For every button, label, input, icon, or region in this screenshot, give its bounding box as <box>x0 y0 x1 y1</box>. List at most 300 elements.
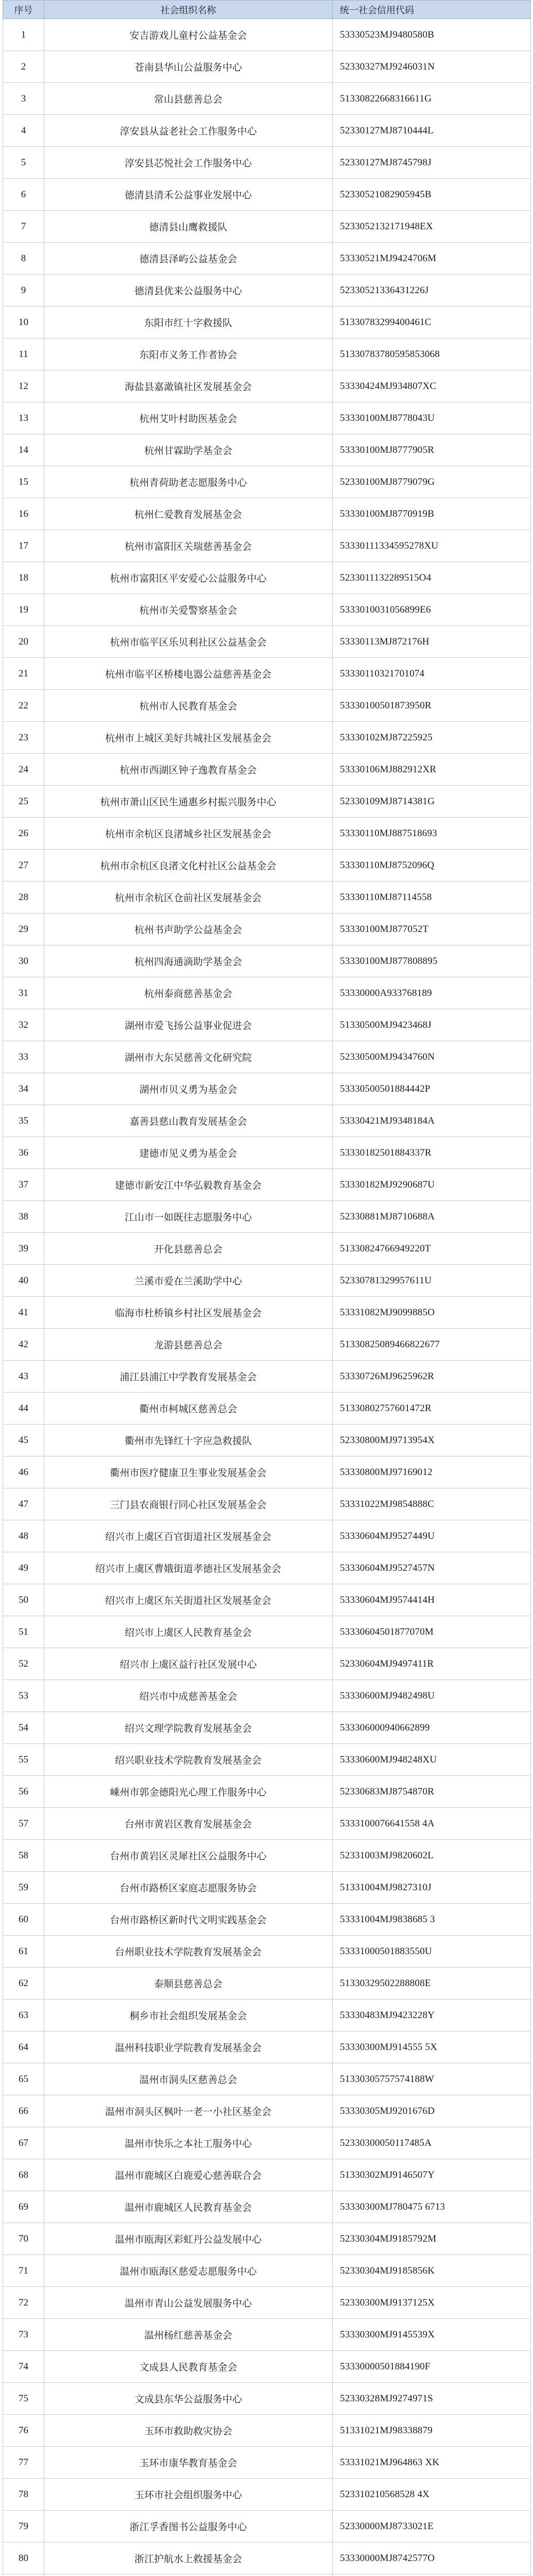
table-row <box>3 1425 531 1456</box>
credit-code-cell: 5333010031056899E6 <box>333 594 531 626</box>
org-name-cell: 江山市一如既往志愿服务中心 <box>44 1201 333 1233</box>
row-index: 63 <box>3 1999 44 2031</box>
row-index: 78 <box>3 2479 44 2511</box>
row-index: 58 <box>3 1840 44 1872</box>
row-index: 8 <box>3 243 44 275</box>
row-index: 61 <box>3 1936 44 1968</box>
credit-code-cell: 53330113MJ872176H <box>333 626 531 658</box>
row-index: 3 <box>3 83 44 115</box>
table-row <box>3 1999 531 2031</box>
table-row <box>3 1872 531 1904</box>
table-row <box>3 562 531 594</box>
row-index: 18 <box>3 562 44 594</box>
row-index: 32 <box>3 1009 44 1041</box>
table-row <box>3 83 531 115</box>
row-index: 20 <box>3 626 44 658</box>
row-index: 59 <box>3 1872 44 1904</box>
credit-code-cell: 52330500MJ9434760N <box>333 1041 531 1073</box>
table-row <box>3 1297 531 1329</box>
credit-code-cell: 51330500MJ9423468J <box>333 1009 531 1041</box>
org-name-cell: 杭州市人民教育基金会 <box>44 690 333 722</box>
org-name-cell: 德清县山鹰救援队 <box>44 211 333 243</box>
table-row <box>3 1329 531 1361</box>
table-row <box>3 370 531 402</box>
table-row <box>3 2383 531 2415</box>
table-row <box>3 1105 531 1137</box>
org-name-cell: 湖州市爱飞扬公益事业促进会 <box>44 1009 333 1041</box>
credit-code-cell: 53330100MJ8778043U <box>333 402 531 434</box>
row-index: 74 <box>3 2351 44 2383</box>
credit-code-cell: 53330726MJ9625962R <box>333 1361 531 1393</box>
row-index: 80 <box>3 2543 44 2574</box>
credit-code-cell: 51330305757574188W <box>333 2063 531 2095</box>
table-body <box>3 19 531 2576</box>
table-row <box>3 1488 531 1520</box>
credit-code-cell: 53330100MJ8777905R <box>333 434 531 466</box>
org-name-cell: 绍兴市上虞区益行社区发展中心 <box>44 1648 333 1680</box>
row-index: 57 <box>3 1808 44 1840</box>
credit-code-cell: 53330421MJ9348184A <box>333 1105 531 1137</box>
row-index: 44 <box>3 1393 44 1425</box>
table-row <box>3 211 531 243</box>
table-row <box>3 498 531 530</box>
credit-code-cell: 53330000501884190F <box>333 2351 531 2383</box>
org-name-cell: 德清县泽屿公益基金会 <box>44 243 333 275</box>
credit-code-cell: 53330604MJ9527449U <box>333 1520 531 1552</box>
row-index: 10 <box>3 307 44 338</box>
credit-code-cell: 53330110MJ8752096Q <box>333 850 531 882</box>
credit-code-cell: 53330111334595278XU <box>333 530 531 562</box>
row-index: 50 <box>3 1584 44 1616</box>
row-index: 76 <box>3 2415 44 2447</box>
row-index: 64 <box>3 2031 44 2063</box>
credit-code-cell: 53330604MJ9574414H <box>333 1584 531 1616</box>
credit-code-cell: 5333100076641558 4A <box>333 1808 531 1840</box>
row-index: 42 <box>3 1329 44 1361</box>
credit-code-cell: 53330100MJ8770919B <box>333 498 531 530</box>
table-row <box>3 1744 531 1776</box>
row-index: 7 <box>3 211 44 243</box>
credit-code-cell: 52330109MJ8714381G <box>333 786 531 818</box>
org-name-cell: 杭州市富阳区关瑞慈善基金会 <box>44 530 333 562</box>
table-row <box>3 945 531 977</box>
credit-code-cell: 53331004MJ9838685 3 <box>333 1904 531 1936</box>
credit-code-cell: 5233011132289515O4 <box>333 562 531 594</box>
org-name-cell: 玉环市社会组织服务中心 <box>44 2479 333 2511</box>
org-name-cell: 杭州市临平区乐贝利社区公益基金会 <box>44 626 333 658</box>
table-row <box>3 1840 531 1872</box>
credit-code-cell: 51330802757601472R <box>333 1393 531 1425</box>
credit-code-cell: 53330604MJ9527457N <box>333 1552 531 1584</box>
table-row <box>3 1041 531 1073</box>
table-row <box>3 2063 531 2095</box>
org-name-cell: 海盐县嘉澉镇社区发展基金会 <box>44 370 333 402</box>
credit-code-cell: 52330521336431226J <box>333 275 531 307</box>
credit-code-cell: 53330102MJ87225925 <box>333 722 531 754</box>
row-index: 68 <box>3 2159 44 2191</box>
credit-code-cell: 53330110MJ87114558 <box>333 882 531 913</box>
credit-code-cell: 51330825089466822677 <box>333 1329 531 1361</box>
org-name-cell: 台州职业技术学院教育发展基金会 <box>44 1936 333 1968</box>
row-index: 71 <box>3 2255 44 2287</box>
table-row <box>3 594 531 626</box>
org-name-cell: 德清县清禾公益事业发展中心 <box>44 179 333 211</box>
org-name-cell: 淳安县从益老社会工作服务中心 <box>44 115 333 147</box>
table-row <box>3 690 531 722</box>
table-row <box>3 1552 531 1584</box>
table-row <box>3 1456 531 1488</box>
row-index: 69 <box>3 2191 44 2223</box>
table-row <box>3 1233 531 1265</box>
credit-code-cell: 53330182501884337R <box>333 1137 531 1169</box>
row-index: 54 <box>3 1712 44 1744</box>
org-name-cell: 杭州书声助学公益基金会 <box>44 913 333 945</box>
credit-code-cell: 51331004MJ9827310J <box>333 1872 531 1904</box>
org-name-cell: 温州市鹿城区白鹿爱心慈善联合会 <box>44 2159 333 2191</box>
row-index: 16 <box>3 498 44 530</box>
table-row <box>3 1808 531 1840</box>
row-index: 79 <box>3 2511 44 2543</box>
table-row <box>3 882 531 913</box>
row-index: 77 <box>3 2447 44 2479</box>
org-name-cell: 杭州市关爱警察基金会 <box>44 594 333 626</box>
credit-code-cell: 52330127MJ8745798J <box>333 147 531 179</box>
credit-code-cell: 53330100MJ877808895 <box>333 945 531 977</box>
org-name-cell: 绍兴市上虞区人民教育基金会 <box>44 1616 333 1648</box>
row-index: 28 <box>3 882 44 913</box>
credit-code-cell: 523310210568528 4X <box>333 2479 531 2511</box>
table-row <box>3 1584 531 1616</box>
table-row <box>3 722 531 754</box>
credit-code-cell: 53330000A933768189 <box>333 977 531 1009</box>
row-index: 56 <box>3 1776 44 1808</box>
credit-code-cell: 52330521082905945B <box>333 179 531 211</box>
credit-code-cell: 51330783299400461C <box>333 307 531 338</box>
org-name-cell: 玉环市救助救灾协会 <box>44 2415 333 2447</box>
row-index: 17 <box>3 530 44 562</box>
row-index: 45 <box>3 1425 44 1456</box>
org-name-cell: 临海市杜桥镇乡村社区发展基金会 <box>44 1297 333 1329</box>
header-org-name: 社会组织名称 <box>44 1 333 19</box>
row-index: 33 <box>3 1041 44 1073</box>
credit-code-cell: 53330600MJ948248XU <box>333 1744 531 1776</box>
org-name-cell: 杭州泰商慈善基金会 <box>44 977 333 1009</box>
org-name-cell: 三门县农商银行同心社区发展基金会 <box>44 1488 333 1520</box>
org-name-cell: 台州市路桥区新时代文明实践基金会 <box>44 1904 333 1936</box>
row-index: 2 <box>3 51 44 83</box>
org-name-cell: 杭州四海通滴助学基金会 <box>44 945 333 977</box>
row-index: 67 <box>3 2127 44 2159</box>
row-index: 37 <box>3 1169 44 1201</box>
org-name-cell: 嵊州市郭金德阳光心理工作服务中心 <box>44 1776 333 1808</box>
org-name-cell: 安吉游戏儿童村公益基金会 <box>44 19 333 51</box>
credit-code-cell: 51331021MJ98338879 <box>333 2415 531 2447</box>
credit-code-cell: 53330100MJ877052T <box>333 913 531 945</box>
org-name-cell: 建德市新安江中华弘毅教育基金会 <box>44 1169 333 1201</box>
credit-code-cell: 52330300MJ9137125X <box>333 2287 531 2319</box>
org-name-cell: 绍兴职业技术学院教育发展基金会 <box>44 1744 333 1776</box>
row-index: 27 <box>3 850 44 882</box>
row-index: 19 <box>3 594 44 626</box>
header-index: 序号 <box>3 1 44 19</box>
org-name-cell: 杭州市萧山区民生通惠乡村振兴服务中心 <box>44 786 333 818</box>
row-index: 35 <box>3 1105 44 1137</box>
table-row <box>3 1904 531 1936</box>
row-index: 11 <box>3 338 44 370</box>
table-row <box>3 275 531 307</box>
credit-code-cell: 51330302MJ9146507Y <box>333 2159 531 2191</box>
credit-code-cell: 53331022MJ9854888C <box>333 1488 531 1520</box>
row-index: 23 <box>3 722 44 754</box>
row-index: 48 <box>3 1520 44 1552</box>
table-row <box>3 2511 531 2543</box>
row-index: 21 <box>3 658 44 690</box>
row-index: 51 <box>3 1616 44 1648</box>
credit-code-cell: 53331082MJ9099885O <box>333 1297 531 1329</box>
credit-code-cell: 53330100501873950R <box>333 690 531 722</box>
row-index: 41 <box>3 1297 44 1329</box>
org-name-cell: 杭州市富阳区平安爱心公益服务中心 <box>44 562 333 594</box>
credit-code-cell: 52330304MJ9185792M <box>333 2223 531 2255</box>
org-name-cell: 绍兴市中成慈善基金会 <box>44 1680 333 1712</box>
table-row <box>3 338 531 370</box>
credit-code-cell: 53331021MJ964863 XK <box>333 2447 531 2479</box>
org-name-cell: 杭州艾叶村助医基金会 <box>44 402 333 434</box>
table-row <box>3 1712 531 1744</box>
credit-code-cell: 53330300MJ780475 6713 <box>333 2191 531 2223</box>
row-index: 47 <box>3 1488 44 1520</box>
table-row <box>3 1616 531 1648</box>
row-index: 24 <box>3 754 44 786</box>
table-row <box>3 1201 531 1233</box>
credit-code-cell <box>333 2574 531 2576</box>
row-index: 25 <box>3 786 44 818</box>
table-row <box>3 1648 531 1680</box>
org-name-cell: 开化县慈善总会 <box>44 1233 333 1265</box>
org-name-cell: 台州市黄岩区教育发展基金会 <box>44 1808 333 1840</box>
credit-code-cell: 53330523MJ9480580B <box>333 19 531 51</box>
table-row <box>3 2031 531 2063</box>
table-row <box>3 1265 531 1297</box>
row-index: 5 <box>3 147 44 179</box>
credit-code-cell: 52330800MJ9713954X <box>333 1425 531 1456</box>
org-name-cell: 温州市洞头区枫叶一老一小社区基金会 <box>44 2095 333 2127</box>
org-name-cell: 东阳市红十字救援队 <box>44 307 333 338</box>
credit-code-cell: 52330300050117485A <box>333 2127 531 2159</box>
table-row <box>3 466 531 498</box>
org-name-cell: 玉环市康华教育基金会 <box>44 2447 333 2479</box>
credit-code-cell: 53330483MJ9423228Y <box>333 1999 531 2031</box>
org-name-cell: 文成县东华公益服务中心 <box>44 2383 333 2415</box>
table-row <box>3 1073 531 1105</box>
row-index: 29 <box>3 913 44 945</box>
table-row <box>3 2319 531 2351</box>
org-name-cell: 湖州市贝义勇为基金会 <box>44 1073 333 1105</box>
org-name-cell: 温州市鹿城区人民教育基金会 <box>44 2191 333 2223</box>
row-index: 30 <box>3 945 44 977</box>
row-index: 6 <box>3 179 44 211</box>
row-index: 12 <box>3 370 44 402</box>
org-name-cell: 桐乡市社会组织发展基金会 <box>44 1999 333 2031</box>
credit-code-cell: 53330305MJ9201676D <box>333 2095 531 2127</box>
credit-code-cell: 53330300MJ9145539X <box>333 2319 531 2351</box>
org-name-cell: 建德市见义勇为基金会 <box>44 1137 333 1169</box>
row-index: 26 <box>3 818 44 850</box>
credit-code-cell: 52330100MJ8779079G <box>333 466 531 498</box>
org-name-cell: 杭州甘霖助学基金会 <box>44 434 333 466</box>
org-name-cell: 兰溪市爱在兰溪助学中心 <box>44 1265 333 1297</box>
row-index: 14 <box>3 434 44 466</box>
row-index: 1 <box>3 19 44 51</box>
credit-code-cell: 51330822668316611G <box>333 83 531 115</box>
table-row <box>3 1936 531 1968</box>
table-row <box>3 977 531 1009</box>
credit-code-cell: 53330424MJ934807XC <box>333 370 531 402</box>
credit-code-cell: 52330604MJ9497411R <box>333 1648 531 1680</box>
row-index: 31 <box>3 977 44 1009</box>
row-index: 4 <box>3 115 44 147</box>
row-index: 46 <box>3 1456 44 1488</box>
org-name-cell: 常山县慈善总会 <box>44 83 333 115</box>
credit-code-cell: 53330600MJ9482498U <box>333 1680 531 1712</box>
table-row <box>3 51 531 83</box>
row-index: 70 <box>3 2223 44 2255</box>
org-name-cell: 淳安县芯悦社会工作服务中心 <box>44 147 333 179</box>
credit-code-cell: 53330000MJ8742577O <box>333 2543 531 2574</box>
org-name-cell: 嘉善县慈山教育发展基金会 <box>44 1105 333 1137</box>
credit-code-cell: 53330110MJ887518693 <box>333 818 531 850</box>
credit-code-cell: 53330110321701074 <box>333 658 531 690</box>
row-index: 36 <box>3 1137 44 1169</box>
org-name-cell: 文成县人民教育基金会 <box>44 2351 333 2383</box>
org-name-cell: 湖州市大东吴慈善文化研究院 <box>44 1041 333 1073</box>
org-name-cell: 衢州市医疗健康卫生事业发展基金会 <box>44 1456 333 1488</box>
table-row <box>3 2223 531 2255</box>
table-row <box>3 1680 531 1712</box>
org-name-cell: 浦江县浦江中学教育发展基金会 <box>44 1361 333 1393</box>
org-name-cell: 衢州市先锋红十字应急救援队 <box>44 1425 333 1456</box>
row-index: 13 <box>3 402 44 434</box>
org-name-cell: 龙游县慈善总会 <box>44 1329 333 1361</box>
credit-code-cell: 52330781329957611U <box>333 1265 531 1297</box>
org-name-cell: 台州市路桥区家庭志愿服务协会 <box>44 1872 333 1904</box>
row-index: 39 <box>3 1233 44 1265</box>
credit-code-cell: 52330327MJ9246031N <box>333 51 531 83</box>
org-name-cell: 温州市洞头区慈善总会 <box>44 2063 333 2095</box>
row-index: 66 <box>3 2095 44 2127</box>
credit-code-cell: 53330500501884442P <box>333 1073 531 1105</box>
row-index: 72 <box>3 2287 44 2319</box>
table-row <box>3 1169 531 1201</box>
credit-code-cell: 51330824766949220T <box>333 1233 531 1265</box>
table-row <box>3 754 531 786</box>
org-name-cell: 杭州青荷助老志愿服务中心 <box>44 466 333 498</box>
table-row <box>3 1361 531 1393</box>
table-row <box>3 19 531 51</box>
table-row <box>3 2191 531 2223</box>
credit-code-cell: 51330329502288808E <box>333 1968 531 1999</box>
table-row <box>3 307 531 338</box>
credit-code-cell: 52330000MJ8733021E <box>333 2511 531 2543</box>
table-row <box>3 786 531 818</box>
table-row <box>3 402 531 434</box>
row-index: 38 <box>3 1201 44 1233</box>
org-name-cell: 衢州市柯城区慈善总会 <box>44 1393 333 1425</box>
credit-code-cell: 53330604501877070M <box>333 1616 531 1648</box>
table-row <box>3 818 531 850</box>
table-row <box>3 434 531 466</box>
table-row <box>3 1520 531 1552</box>
credit-code-cell: 52330127MJ8710444L <box>333 115 531 147</box>
table-header-row <box>3 1 531 19</box>
table-row <box>3 179 531 211</box>
table-row <box>3 2255 531 2287</box>
org-name-cell: 温州市瓯海区慈爱志愿服务中心 <box>44 2255 333 2287</box>
row-index: 75 <box>3 2383 44 2415</box>
table-row <box>3 2479 531 2511</box>
row-index: 62 <box>3 1968 44 1999</box>
row-index: 40 <box>3 1265 44 1297</box>
org-name-cell: 浙江孚香图书公益服务中心 <box>44 2511 333 2543</box>
org-name-cell: 浙江护航水上救援基金会 <box>44 2543 333 2574</box>
credit-code-cell: 533306000940662899 <box>333 1712 531 1744</box>
org-name-cell: 杭州市余杭区仓前社区发展基金会 <box>44 882 333 913</box>
credit-code-cell: 53330521MJ9424706M <box>333 243 531 275</box>
table-row <box>3 2543 531 2574</box>
table-row <box>3 2127 531 2159</box>
row-index: 15 <box>3 466 44 498</box>
row-index: 65 <box>3 2063 44 2095</box>
org-name-cell: 绍兴市上虞区东关街道社区发展基金会 <box>44 1584 333 1616</box>
document-page <box>3 0 530 2576</box>
org-name-cell: 温州市快乐之本社工服务中心 <box>44 2127 333 2159</box>
org-name-cell: 杭州市余杭区良渚城乡社区发展基金会 <box>44 818 333 850</box>
table-row <box>3 2095 531 2127</box>
table-row <box>3 2447 531 2479</box>
row-index: 34 <box>3 1073 44 1105</box>
row-index: 49 <box>3 1552 44 1584</box>
org-name-cell <box>44 2574 333 2576</box>
table-row <box>3 1009 531 1041</box>
credit-code-cell: 52331003MJ9820602L <box>333 1840 531 1872</box>
org-name-cell: 温州市青山公益发展服务中心 <box>44 2287 333 2319</box>
table-row <box>3 2415 531 2447</box>
org-name-cell: 泰顺县慈善总会 <box>44 1968 333 1999</box>
table-row <box>3 1393 531 1425</box>
row-index: 22 <box>3 690 44 722</box>
row-index: 52 <box>3 1648 44 1680</box>
row-index: 73 <box>3 2319 44 2351</box>
row-index: 60 <box>3 1904 44 1936</box>
social-organization-table <box>3 0 531 2576</box>
table-row <box>3 2159 531 2191</box>
table-row <box>3 1968 531 1999</box>
org-name-cell: 杭州市临平区桥楼电器公益慈善基金会 <box>44 658 333 690</box>
org-name-cell: 苍南县华山公益服务中心 <box>44 51 333 83</box>
credit-code-cell: 53331000501883550U <box>333 1936 531 1968</box>
row-index: 9 <box>3 275 44 307</box>
credit-code-cell: 53330182MJ9290687U <box>333 1169 531 1201</box>
header-credit-code: 统一社会信用代码 <box>333 1 531 19</box>
credit-code-cell: 53330800MJ97169012 <box>333 1456 531 1488</box>
org-name-cell: 杭州仁爱教育发展基金会 <box>44 498 333 530</box>
credit-code-cell: 53330300MJ914555 5X <box>333 2031 531 2063</box>
table-row <box>3 115 531 147</box>
org-name-cell: 杭州市西湖区钟子逸教育基金会 <box>44 754 333 786</box>
table-row <box>3 2574 531 2576</box>
org-name-cell: 温州市瓯海区彩虹丹公益发展中心 <box>44 2223 333 2255</box>
org-name-cell: 温州科技职业学院教育发展基金会 <box>44 2031 333 2063</box>
